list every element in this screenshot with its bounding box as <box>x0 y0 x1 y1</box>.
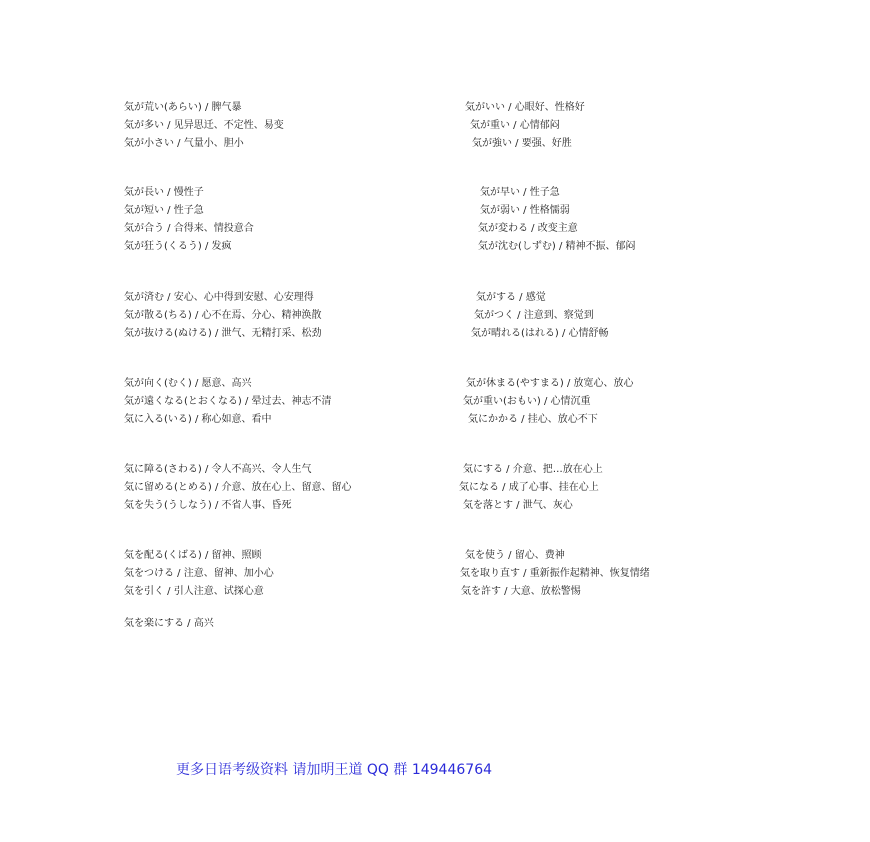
expression-entry: 気が重い(おもい) / 心情沉重 <box>463 396 591 407</box>
expression-entry: 気が沈む(しずむ) / 精神不振、郁闷 <box>478 241 636 252</box>
footer-promo-text: 更多日语考级资料 请加明王道 QQ 群 149446764 <box>176 762 493 778</box>
expression-entry: 気に留める(とめる) / 介意、放在心上、留意、留心 <box>124 482 352 493</box>
expression-entry: 気が強い / 要强、好胜 <box>472 138 572 149</box>
expression-entry: 気が弱い / 性格懦弱 <box>480 205 570 216</box>
expression-entry: 気が短い / 性子急 <box>124 205 204 216</box>
expression-entry: 気が重い / 心情郁闷 <box>470 120 560 131</box>
expression-entry: 気が多い / 见异思迁、不定性、易变 <box>124 120 284 131</box>
expression-entry: 気が小さい / 气量小、胆小 <box>124 138 244 149</box>
expression-entry: 気を失う(うしなう) / 不省人事、昏死 <box>124 500 292 511</box>
expression-entry: 気が狂う(くるう) / 发疯 <box>124 241 232 252</box>
expression-entry: 気が晴れる(はれる) / 心情舒畅 <box>471 328 609 339</box>
expression-entry: 気が散る(ちる) / 心不在焉、分心、精神涣散 <box>124 310 322 321</box>
expression-entry: 気を使う / 留心、费神 <box>465 550 565 561</box>
expression-entry: 気が早い / 性子急 <box>480 187 560 198</box>
expression-entry: 気を許す / 大意、放松警惕 <box>461 586 581 597</box>
expression-entry: 気が済む / 安心、心中得到安慰、心安理得 <box>124 292 314 303</box>
expression-entry: 気を配る(くばる) / 留神、照顾 <box>124 550 262 561</box>
expression-entry: 気を楽にする / 高兴 <box>124 618 214 629</box>
expression-entry: 気になる / 成了心事、挂在心上 <box>459 482 599 493</box>
expression-entry: 気にかかる / 挂心、放心不下 <box>468 414 598 425</box>
expression-entry: 気が合う / 合得来、情投意合 <box>124 223 254 234</box>
expression-entry: 気を引く / 引人注意、试探心意 <box>124 586 264 597</box>
expression-entry: 気が抜ける(ぬける) / 泄气、无精打采、松劲 <box>124 328 322 339</box>
expression-entry: 気に入る(いる) / 称心如意、看中 <box>124 414 272 425</box>
expression-entry: 気を落とす / 泄气、灰心 <box>463 500 573 511</box>
expression-entry: 気が向く(むく) / 愿意、高兴 <box>124 378 252 389</box>
expression-entry: 気をつける / 注意、留神、加小心 <box>124 568 274 579</box>
expression-entry: 気がつく / 注意到、察觉到 <box>474 310 594 321</box>
expression-entry: 気を取り直す / 重新振作起精神、恢复情绪 <box>460 568 650 579</box>
expression-entry: 気がする / 感觉 <box>476 292 546 303</box>
expression-entry: 気が遠くなる(とおくなる) / 晕过去、神志不清 <box>124 396 332 407</box>
expression-entry: 気が荒い(あらい) / 脾气暴 <box>124 102 242 113</box>
expression-entry: 気に障る(さわる) / 令人不高兴、令人生气 <box>124 464 312 475</box>
expression-entry: 気がいい / 心眼好、性格好 <box>465 102 585 113</box>
expression-entry: 気が変わる / 改变主意 <box>478 223 578 234</box>
expression-entry: 気が休まる(やすまる) / 放宽心、放心 <box>466 378 634 389</box>
expression-entry: 気にする / 介意、把…放在心上 <box>463 464 603 475</box>
expression-entry: 気が長い / 慢性子 <box>124 187 204 198</box>
